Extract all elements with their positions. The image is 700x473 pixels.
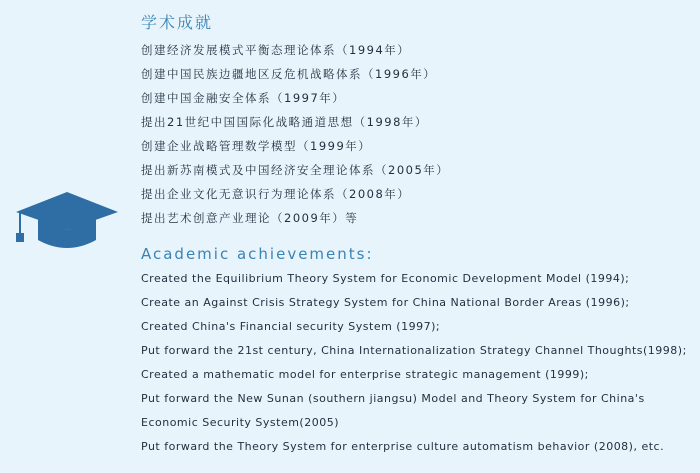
cn-list-item: 创建中国金融安全体系（1997年） — [141, 91, 346, 105]
en-section-title: Academic achievements: — [141, 245, 374, 263]
cn-list-item: 提出21世纪中国国际化战略通道思想（1998年） — [141, 115, 428, 129]
en-list-item: Created a mathematic model for enterprise strategic management (1999); — [141, 368, 589, 381]
en-achievements — [141, 242, 696, 459]
cn-list-item: 提出艺术创意产业理论（2009年）等 — [141, 211, 359, 225]
cn-list-item: 提出企业文化无意识行为理论体系（2008年） — [141, 187, 411, 201]
en-list-item: Created China's Financial security System (1997); — [141, 320, 441, 333]
graduation-cap-icon — [14, 190, 120, 252]
cn-achievements — [141, 12, 681, 230]
en-list-item: Put forward the New Sunan (southern jiangsu) Model and Theory System for China's — [141, 392, 645, 405]
en-list-item: Created the Equilibrium Theory System for Economic Development Model (1994); — [141, 272, 630, 285]
en-list-item: Create an Against Crisis Strategy System for China National Border Areas (1996); — [141, 296, 630, 309]
en-list-item: Economic Security System(2005) — [141, 416, 340, 429]
en-list-item: Put forward the 21st century, China Internationalization Strategy Channel Thoughts(1998); — [141, 344, 687, 357]
cn-list-item: 创建中国民族边疆地区反危机战略体系（1996年） — [141, 67, 437, 81]
cn-section-title: 学术成就 — [141, 13, 214, 32]
cn-list-item: 创建经济发展模式平衡态理论体系（1994年） — [141, 43, 411, 57]
cn-list-item: 创建企业战略管理数学模型（1999年） — [141, 139, 372, 153]
cn-list-item: 提出新苏南模式及中国经济安全理论体系（2005年） — [141, 163, 450, 177]
en-list-item: Put forward the Theory System for enterprise culture automatism behavior (2008), etc. — [141, 440, 665, 453]
